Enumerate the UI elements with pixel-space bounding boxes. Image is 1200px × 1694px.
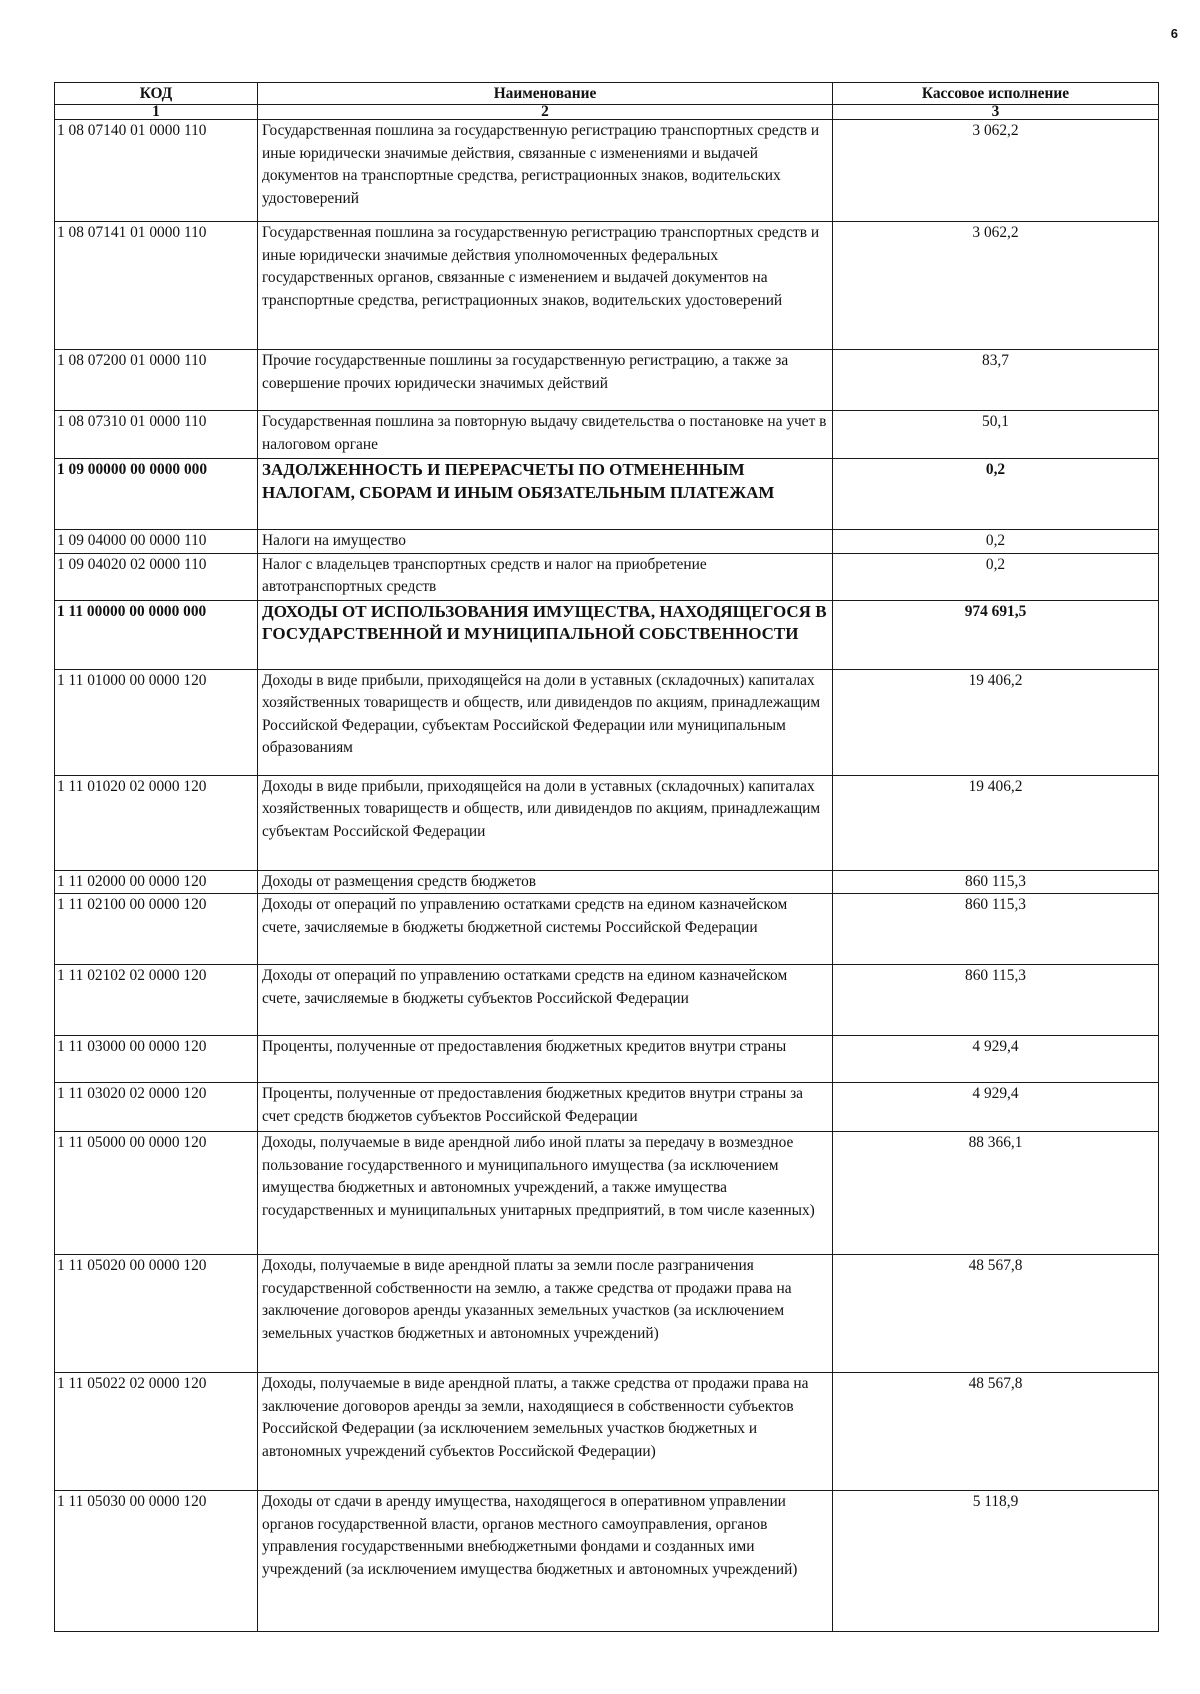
row-value: 50,1	[833, 411, 1159, 459]
row-code: 1 11 00000 00 0000 000	[55, 600, 258, 669]
row-code: 1 11 05000 00 0000 120	[55, 1132, 258, 1255]
row-name: Проценты, полученные от предоставления бюджетных кредитов внутри страны	[258, 1036, 833, 1083]
table-row	[55, 775, 1159, 870]
row-name: Государственная пошлина за государственную регистрацию транспортных средств и иные юридически значимые действия уполномоченных федеральных государственных органов, связанные с изменением и выдачей документов на транспортные средства, регистрационных знаков, водительских удостоверений	[258, 222, 833, 350]
row-value: 3 062,2	[833, 120, 1159, 222]
table-row	[55, 1255, 1159, 1373]
table-row	[55, 1036, 1159, 1083]
table-row	[55, 600, 1159, 669]
table-row	[55, 870, 1159, 894]
table-row	[55, 1132, 1159, 1255]
row-value: 88 366,1	[833, 1132, 1159, 1255]
row-value: 19 406,2	[833, 775, 1159, 870]
row-value: 48 567,8	[833, 1373, 1159, 1491]
row-value: 48 567,8	[833, 1255, 1159, 1373]
row-value: 4 929,4	[833, 1083, 1159, 1132]
row-code: 1 08 07310 01 0000 110	[55, 411, 258, 459]
column-number: 3	[833, 105, 1159, 120]
table-row	[55, 965, 1159, 1036]
row-code: 1 08 07141 01 0000 110	[55, 222, 258, 350]
row-value: 0,2	[833, 459, 1159, 530]
revenue-execution-table	[54, 82, 1159, 1632]
row-code: 1 11 02000 00 0000 120	[55, 870, 258, 894]
table-row	[55, 459, 1159, 530]
row-value: 860 115,3	[833, 870, 1159, 894]
table-row	[55, 120, 1159, 222]
row-value: 0,2	[833, 553, 1159, 600]
row-code: 1 08 07140 01 0000 110	[55, 120, 258, 222]
row-code: 1 11 03000 00 0000 120	[55, 1036, 258, 1083]
row-name: Налоги на имущество	[258, 530, 833, 554]
row-code: 1 11 05020 00 0000 120	[55, 1255, 258, 1373]
row-code: 1 11 03020 02 0000 120	[55, 1083, 258, 1132]
table-row	[55, 530, 1159, 554]
header-name: Наименование	[258, 83, 833, 105]
row-code: 1 11 05030 00 0000 120	[55, 1491, 258, 1632]
row-name: Проценты, полученные от предоставления бюджетных кредитов внутри страны за счет средств бюджетов субъектов Российской Федерации	[258, 1083, 833, 1132]
header-row	[55, 83, 1159, 105]
row-name: Доходы от операций по управлению остатками средств на едином казначейском счете, зачисляемые в бюджеты субъектов Российской Федерации	[258, 965, 833, 1036]
row-name: Доходы в виде прибыли, приходящейся на доли в уставных (складочных) капиталах хозяйственных товариществ и обществ, или дивидендов по акциям, принадлежащим субъектам Российской Федерации	[258, 775, 833, 870]
row-value: 4 929,4	[833, 1036, 1159, 1083]
column-number: 2	[258, 105, 833, 120]
row-value: 3 062,2	[833, 222, 1159, 350]
header-code: КОД	[55, 83, 258, 105]
row-value: 19 406,2	[833, 669, 1159, 775]
row-value: 860 115,3	[833, 894, 1159, 965]
table-row	[55, 894, 1159, 965]
column-number: 1	[55, 105, 258, 120]
row-code: 1 11 01020 02 0000 120	[55, 775, 258, 870]
row-name: Доходы, получаемые в виде арендной платы, а также средства от продажи права на заключение договоров аренды за земли, находящиеся в собственности субъектов Российской Федерации (за исключением земельных участков бюджетных и автономных учреждений субъектов Российской Федерации)	[258, 1373, 833, 1491]
row-code: 1 11 01000 00 0000 120	[55, 669, 258, 775]
column-number-row	[55, 105, 1159, 120]
row-name: ДОХОДЫ ОТ ИСПОЛЬЗОВАНИЯ ИМУЩЕСТВА, НАХОДЯЩЕГОСЯ В ГОСУДАРСТВЕННОЙ И МУНИЦИПАЛЬНОЙ СОБСТВЕННОСТИ	[258, 600, 833, 669]
table-row	[55, 669, 1159, 775]
table-row	[55, 222, 1159, 350]
row-name: Доходы от сдачи в аренду имущества, находящегося в оперативном управлении органов государственной власти, органов местного самоуправления, органов управления государственными внебюджетными фондами и созданных ими учреждений (за исключением имущества бюджетных и автономных учреждений)	[258, 1491, 833, 1632]
row-name: Прочие государственные пошлины за государственную регистрацию, а также за совершение прочих юридически значимых действий	[258, 350, 833, 411]
row-value: 0,2	[833, 530, 1159, 554]
table-row	[55, 553, 1159, 600]
row-code: 1 08 07200 01 0000 110	[55, 350, 258, 411]
page-number: 6	[1170, 26, 1178, 41]
row-value: 83,7	[833, 350, 1159, 411]
row-code: 1 09 00000 00 0000 000	[55, 459, 258, 530]
row-name: Доходы от операций по управлению остатками средств на едином казначейском счете, зачисляемые в бюджеты бюджетной системы Российской Федерации	[258, 894, 833, 965]
table-row	[55, 1083, 1159, 1132]
row-name: Государственная пошлина за государственную регистрацию транспортных средств и иные юридически значимые действия, связанные с изменениями и выдачей документов на транспортные средства, регистрационных знаков, водительских удостоверений	[258, 120, 833, 222]
row-code: 1 11 02102 02 0000 120	[55, 965, 258, 1036]
row-name: ЗАДОЛЖЕННОСТЬ И ПЕРЕРАСЧЕТЫ ПО ОТМЕНЕННЫМ НАЛОГАМ, СБОРАМ И ИНЫМ ОБЯЗАТЕЛЬНЫМ ПЛАТЕЖАМ	[258, 459, 833, 530]
table-row	[55, 1373, 1159, 1491]
row-name: Доходы в виде прибыли, приходящейся на доли в уставных (складочных) капиталах хозяйственных товариществ и обществ, или дивидендов по акциям, принадлежащим Российской Федерации, субъектам Российской Федерации или муниципальным образованиям	[258, 669, 833, 775]
row-name: Доходы, получаемые в виде арендной либо иной платы за передачу в возмездное пользование государственного и муниципального имущества (за исключением имущества бюджетных и автономных учреждений, а также имущества государственных и муниципальных унитарных предприятий, в том числе казенных)	[258, 1132, 833, 1255]
row-name: Государственная пошлина за повторную выдачу свидетельства о постановке на учет в налоговом органе	[258, 411, 833, 459]
row-name: Доходы, получаемые в виде арендной платы за земли после разграничения государственной собственности на землю, а также средства от продажи права на заключение договоров аренды указанных земельных участков (за исключением земельных участков бюджетных и автономных учреждений)	[258, 1255, 833, 1373]
table-row	[55, 411, 1159, 459]
row-value: 860 115,3	[833, 965, 1159, 1036]
row-name: Доходы от размещения средств бюджетов	[258, 870, 833, 894]
table-row	[55, 1491, 1159, 1632]
row-code: 1 11 05022 02 0000 120	[55, 1373, 258, 1491]
row-name: Налог с владельцев транспортных средств и налог на приобретение автотранспортных средств	[258, 553, 833, 600]
row-code: 1 11 02100 00 0000 120	[55, 894, 258, 965]
row-value: 974 691,5	[833, 600, 1159, 669]
table-row	[55, 350, 1159, 411]
row-value: 5 118,9	[833, 1491, 1159, 1632]
header-value: Кассовое исполнение	[833, 83, 1159, 105]
row-code: 1 09 04020 02 0000 110	[55, 553, 258, 600]
row-code: 1 09 04000 00 0000 110	[55, 530, 258, 554]
